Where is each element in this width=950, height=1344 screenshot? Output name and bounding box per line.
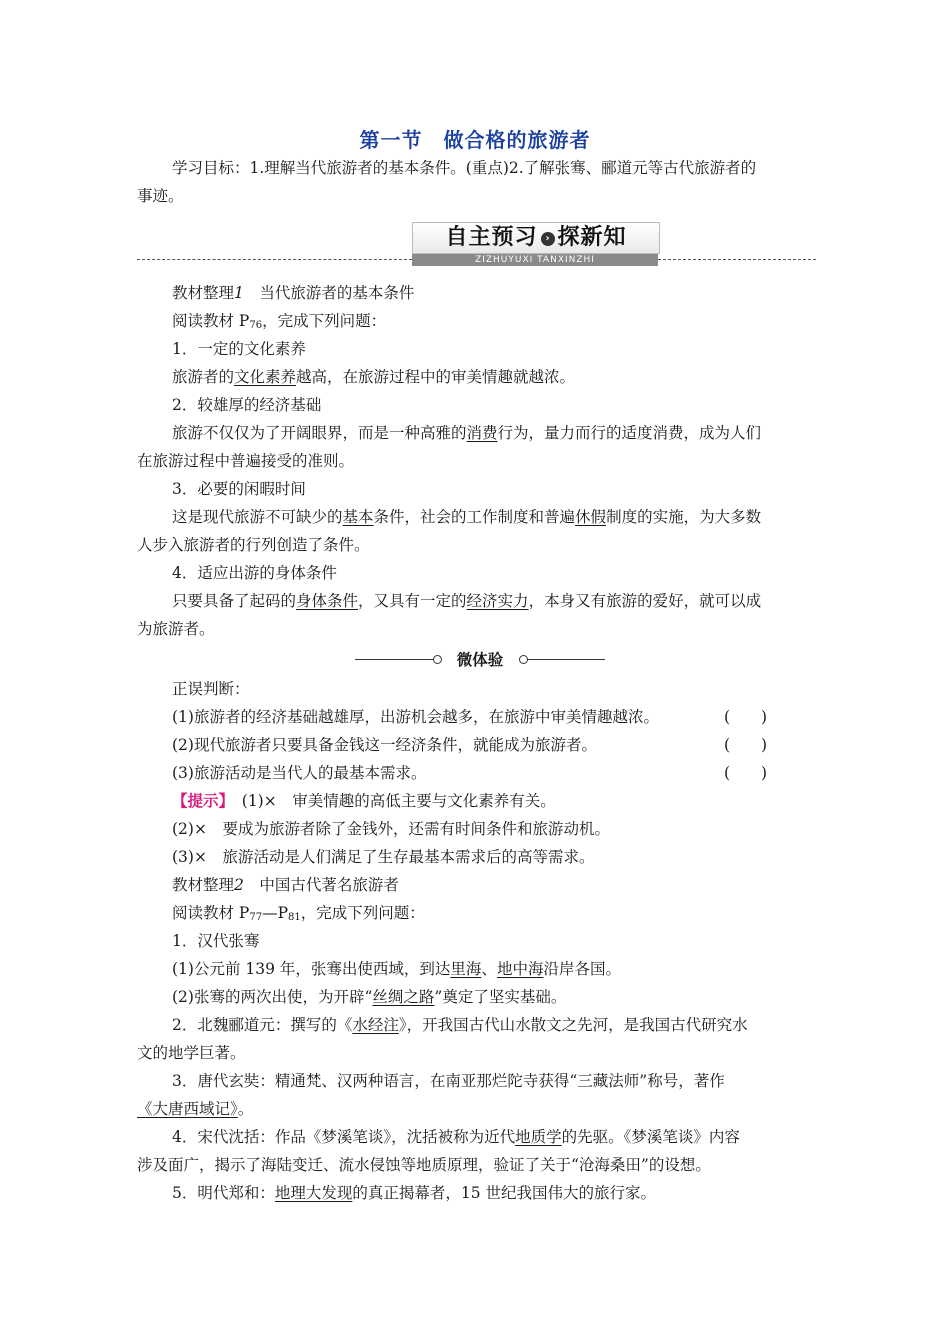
micro-experience-label: 微体验 bbox=[456, 650, 504, 669]
text: 的先驱。《梦溪笔谈》内容 bbox=[561, 1128, 740, 1146]
text: ，又具有一定的 bbox=[358, 592, 467, 610]
item2-title: 2．较雄厚的经济基础 bbox=[172, 396, 322, 414]
item3-body bbox=[172, 507, 761, 527]
page-title: 第一节 做合格的旅游者 bbox=[359, 128, 591, 152]
text: 这是现代旅游不可缺少的 bbox=[172, 508, 343, 526]
text: 5．明代郑和： bbox=[172, 1184, 275, 1202]
answer-1: (1)× 审美情趣的高低主要与文化素养有关。 bbox=[226, 792, 556, 810]
banner-divider-left bbox=[137, 259, 412, 260]
hint-label: 【提示】 bbox=[172, 791, 227, 810]
text: 条件，社会的工作制度和普遍 bbox=[373, 508, 576, 526]
section1-heading-number: 1 bbox=[234, 284, 244, 302]
item1-body bbox=[172, 367, 575, 387]
answer-underline: 经济实力 bbox=[466, 592, 529, 610]
banner-right-text: 探新知 bbox=[557, 225, 627, 250]
section1-reading bbox=[172, 311, 386, 336]
page-subscript: 81 bbox=[288, 912, 301, 923]
divider-line bbox=[527, 659, 605, 660]
item2-body-cont: 在旅游过程中普遍接受的准则。 bbox=[137, 452, 355, 470]
answer-underline: 地理大发现 bbox=[274, 1184, 353, 1202]
section1-heading-topic: 当代旅游者的基本条件 bbox=[243, 284, 415, 302]
reading-text-end: ，完成下列问题： bbox=[300, 904, 425, 922]
text: 4．宋代沈括：作品《梦溪笔谈》，沈括被称为近代 bbox=[172, 1128, 516, 1146]
learning-objectives: 学习目标：1.理解当代旅游者的基本条件。(重点)2.了解张骞、郦道元等古代旅游者的 bbox=[172, 159, 757, 177]
text: 的真正揭幕者，15 世纪我国伟大的旅行家。 bbox=[352, 1184, 657, 1202]
zhangqian-title: 1．汉代张骞 bbox=[172, 932, 260, 950]
item4-body bbox=[172, 591, 761, 611]
circle-dot-icon bbox=[433, 655, 442, 664]
item1-title: 1．一定的文化素养 bbox=[172, 340, 306, 358]
reading-text: —P bbox=[262, 904, 289, 922]
answer-3: (3)× 旅游活动是人们满足了生存最基本需求后的高等需求。 bbox=[172, 848, 595, 866]
answer-underline: 文化素养 bbox=[234, 368, 297, 386]
reading-text: 阅读教材 P bbox=[172, 312, 250, 330]
text: 制度的实施，为大多数 bbox=[606, 508, 762, 526]
section2-heading-label: 教材整理 bbox=[172, 876, 235, 894]
item3-body-cont: 人步入旅游者的行列创造了条件。 bbox=[137, 536, 370, 554]
answer-underline: 丝绸之路 bbox=[372, 988, 435, 1006]
xuanzang-item-cont bbox=[137, 1099, 253, 1119]
text: ”奠定了坚实基础。 bbox=[434, 988, 567, 1006]
answer-underline: 基本 bbox=[342, 508, 374, 526]
judge-title: 正误判断： bbox=[172, 680, 250, 698]
text: 、 bbox=[481, 960, 497, 978]
text: (1)公元前 139 年，张骞出使西域，到达 bbox=[172, 960, 451, 978]
answer-blank-1: ( ) bbox=[724, 708, 768, 726]
text: 。 bbox=[237, 1100, 254, 1118]
item2-body bbox=[172, 423, 761, 443]
answer-blank-2: ( ) bbox=[724, 736, 768, 754]
answer-underline: 水经注 bbox=[352, 1016, 399, 1034]
section1-heading-label: 教材整理 bbox=[172, 284, 235, 302]
banner-title bbox=[412, 222, 660, 254]
hint-line-1 bbox=[172, 791, 556, 811]
micro-experience-header bbox=[355, 650, 605, 670]
shenkuo-item-cont: 涉及面广，揭示了海陆变迁、流水侵蚀等地质原理，验证了关于“沧海桑田”的设想。 bbox=[137, 1156, 711, 1174]
answer-underline: 《大唐西域记》 bbox=[137, 1100, 238, 1118]
page-subscript: 76 bbox=[249, 320, 263, 331]
banner-left-text: 自主预习 bbox=[445, 225, 538, 250]
lidaoyuan-item-cont: 文的地学巨著。 bbox=[137, 1044, 246, 1062]
answer-2: (2)× 要成为旅游者除了金钱外，还需有时间条件和旅游动机。 bbox=[172, 820, 610, 838]
xuanzang-item: 3．唐代玄奘：精通梵、汉两种语言，在南亚那烂陀寺获得“三藏法师”称号，著作 bbox=[172, 1072, 725, 1090]
text: ，本身又有旅游的爱好，就可以成 bbox=[528, 592, 762, 610]
answer-underline: 消费 bbox=[466, 424, 498, 442]
answer-underline: 里海 bbox=[450, 960, 482, 978]
question-3: (3)旅游活动是当代人的最基本需求。 bbox=[172, 764, 427, 782]
text: (2)张骞的两次出使，为开辟“ bbox=[172, 988, 373, 1006]
zhenghe-item bbox=[172, 1183, 656, 1203]
text: 只要具备了起码的 bbox=[172, 592, 297, 610]
page-subscript: 77 bbox=[249, 912, 263, 923]
divider-line bbox=[355, 659, 433, 660]
answer-underline: 休假 bbox=[575, 508, 607, 526]
question-1: (1)旅游者的经济基础越雄厚，出游机会越多，在旅游中审美情趣越浓。 bbox=[172, 708, 659, 726]
section2-heading-topic: 中国古代著名旅游者 bbox=[243, 876, 399, 894]
section2-reading bbox=[172, 903, 425, 928]
reading-text-end: ，完成下列问题： bbox=[262, 312, 387, 330]
text: 2．北魏郦道元：撰写的《 bbox=[172, 1016, 353, 1034]
section-banner bbox=[412, 222, 658, 266]
answer-underline: 地中海 bbox=[496, 960, 544, 978]
reading-text: 阅读教材 P bbox=[172, 904, 250, 922]
lidaoyuan-item bbox=[172, 1015, 748, 1035]
text: 沿岸各国。 bbox=[543, 960, 621, 978]
text: 旅游不仅仅为了开阔眼界，而是一种高雅的 bbox=[172, 424, 467, 442]
item4-body-cont: 为旅游者。 bbox=[137, 620, 215, 638]
text: 行为，量力而行的适度消费，成为人们 bbox=[497, 424, 762, 442]
zhangqian-point-2 bbox=[172, 987, 566, 1007]
zhangqian-point-1 bbox=[172, 959, 621, 979]
section1-heading bbox=[172, 283, 414, 303]
shenkuo-item bbox=[172, 1127, 740, 1147]
answer-underline: 身体条件 bbox=[296, 592, 359, 610]
section2-heading-number: 2 bbox=[234, 876, 244, 894]
question-2: (2)现代旅游者只要具备金钱这一经济条件，就能成为旅游者。 bbox=[172, 736, 597, 754]
item3-title: 3．必要的闲暇时间 bbox=[172, 480, 306, 498]
chevron-right-icon: › bbox=[541, 232, 555, 246]
banner-divider-right bbox=[658, 259, 816, 260]
text: 越高，在旅游过程中的审美情趣就越浓。 bbox=[296, 368, 576, 386]
item4-title: 4．适应出游的身体条件 bbox=[172, 564, 337, 582]
answer-underline: 地质学 bbox=[515, 1128, 562, 1146]
section2-heading bbox=[172, 875, 399, 895]
banner-pinyin: ZIZHUYUXI TANXINZHI bbox=[412, 254, 658, 266]
answer-blank-3: ( ) bbox=[724, 764, 768, 782]
text: 》，开我国古代山水散文之先河，是我国古代研究水 bbox=[398, 1016, 748, 1034]
learning-objectives-cont: 事迹。 bbox=[137, 187, 184, 205]
text: 旅游者的 bbox=[172, 368, 235, 386]
